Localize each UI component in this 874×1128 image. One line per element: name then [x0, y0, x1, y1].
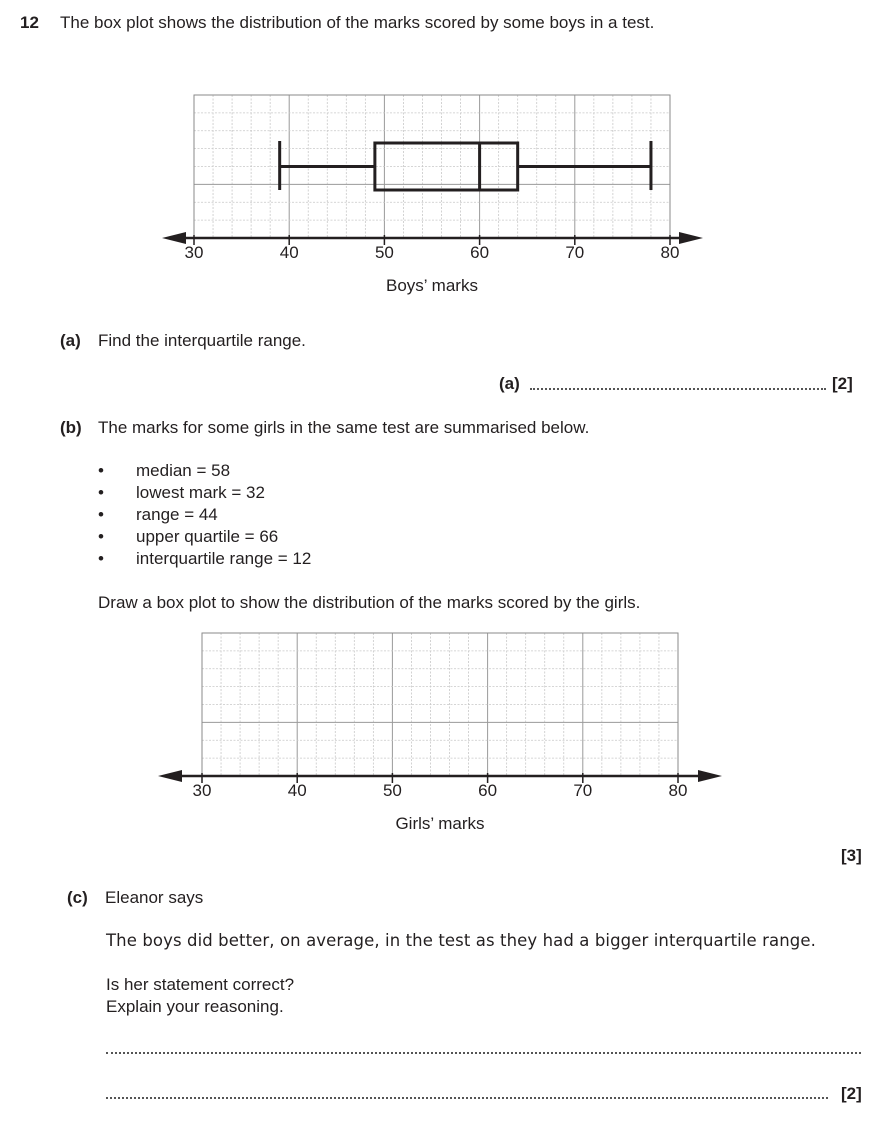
- girls-summary-list: [98, 460, 311, 570]
- tick-label: 30: [184, 243, 204, 262]
- axis-arrow-left: [158, 770, 182, 782]
- question-number: 12: [20, 13, 39, 32]
- tick-label: 80: [668, 781, 688, 800]
- tick-label: 60: [478, 781, 498, 800]
- list-item: [98, 526, 311, 548]
- tick-label: 50: [374, 243, 394, 262]
- tick-label: 70: [565, 243, 585, 262]
- list-item: [98, 548, 311, 570]
- part-b-instruction: Draw a box plot to show the distribution of the marks scored by the girls.: [98, 593, 641, 612]
- summary-lowest-mark: lowest mark = 32: [136, 483, 265, 502]
- tick-label: 40: [287, 781, 307, 800]
- bullet: •: [98, 549, 104, 568]
- part-c-answer-line-1[interactable]: [106, 1052, 861, 1054]
- part-b-marks: [3]: [841, 846, 862, 865]
- part-c-label: (c): [67, 888, 88, 907]
- bullet: •: [98, 505, 104, 524]
- axis-label: Boys’ marks: [386, 276, 478, 295]
- part-a-answer-label: (a): [499, 374, 520, 393]
- axis-arrow-right: [698, 770, 722, 782]
- list-item: [98, 460, 311, 482]
- part-b-label: (b): [60, 418, 82, 437]
- part-c-intro: Eleanor says: [105, 888, 204, 907]
- tick-label: 30: [192, 781, 212, 800]
- tick-label: 40: [279, 243, 299, 262]
- summary-range: range = 44: [136, 505, 218, 524]
- question-text: The box plot shows the distribution of the marks scored by some boys in a test.: [60, 13, 655, 32]
- list-item: [98, 482, 311, 504]
- part-c-answer-line-2[interactable]: [106, 1097, 828, 1099]
- summary-upper-quartile: upper quartile = 66: [136, 527, 279, 546]
- tick-label: 60: [470, 243, 490, 262]
- part-c-prompt-1: Is her statement correct?: [106, 975, 295, 994]
- part-a-label: (a): [60, 331, 81, 350]
- tick-label: 70: [573, 781, 593, 800]
- list-item: [98, 504, 311, 526]
- boys-box-plot-chart: [0, 0, 874, 300]
- bullet: •: [98, 527, 104, 546]
- bullet: •: [98, 483, 104, 502]
- axis-arrow-left: [162, 232, 186, 244]
- tick-label: 80: [660, 243, 680, 262]
- tick-label: 50: [382, 781, 402, 800]
- bullet: •: [98, 461, 104, 480]
- summary-median: median = 58: [136, 461, 231, 480]
- axis-arrow-right: [679, 232, 703, 244]
- part-c-prompt-2: Explain your reasoning.: [106, 997, 284, 1016]
- summary-interquartile-range: interquartile range = 12: [136, 549, 312, 568]
- girls-box-plot-grid[interactable]: [0, 620, 874, 840]
- part-a-answer-line[interactable]: [530, 388, 826, 390]
- grid: [202, 633, 678, 776]
- eleanor-quote: The boys did better, on average, in the test as they had a bigger interquartile range.: [106, 931, 816, 950]
- axis-label: Girls’ marks: [395, 814, 485, 833]
- part-a-text: Find the interquartile range.: [98, 331, 306, 350]
- part-a-marks: [2]: [832, 374, 853, 393]
- part-c-marks: [2]: [841, 1084, 862, 1103]
- part-b-text: The marks for some girls in the same test are summarised below.: [98, 418, 590, 437]
